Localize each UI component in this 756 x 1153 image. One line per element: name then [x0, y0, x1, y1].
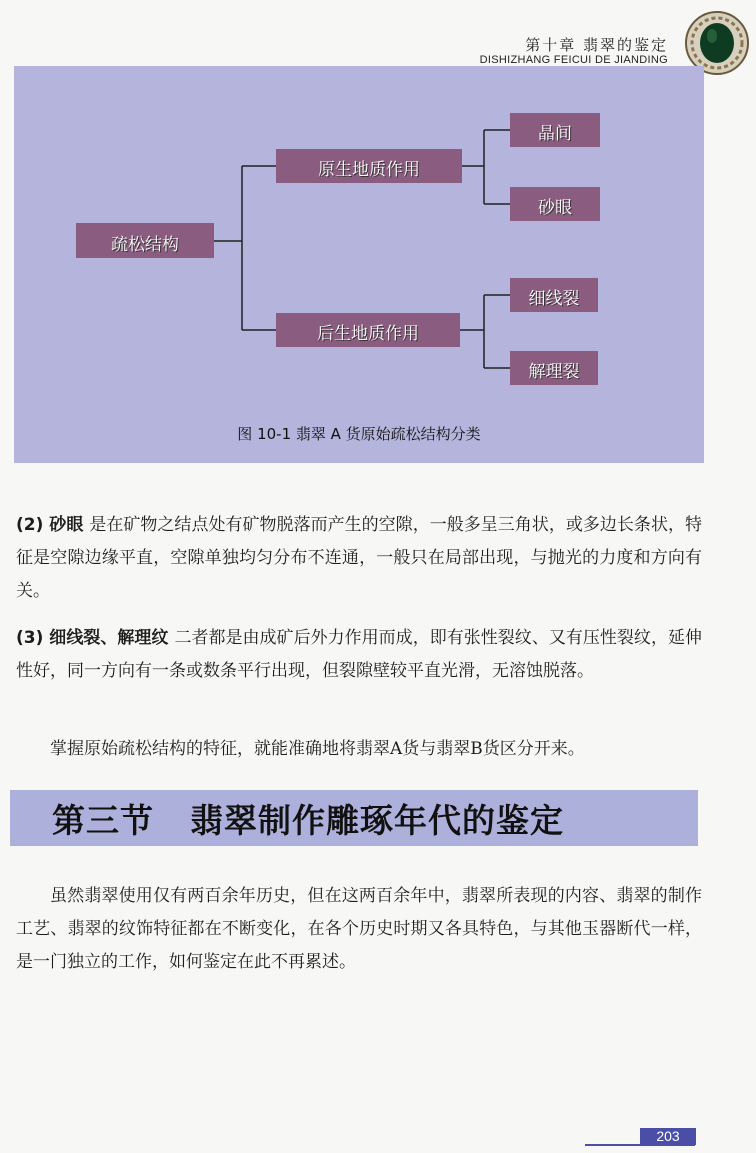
classification-tree [14, 66, 704, 463]
section-number: 第三节 [52, 801, 154, 840]
leaf-intergranular: 晶间 [538, 124, 572, 144]
figure-10-1 [14, 66, 704, 463]
branch-secondary-geology: 后生地质作用 [317, 324, 419, 344]
paragraph-cracks [16, 622, 702, 688]
chapter-header-cn: 第十章 翡翠的鉴定 [525, 36, 668, 54]
paragraph-sand-hole-lead: (2) 砂眼 [16, 515, 84, 535]
paragraph-dating-intro: 虽然翡翠使用仅有两百余年历史，但在这两百余年中，翡翠所表现的内容、翡翠的制作工艺、翡翠的纹饰特征都在不断变化，在各个历史时期又各具特色，与其他玉器断代一样，是一门独立的工作，如何鉴定在此不再累述。 [16, 886, 702, 972]
leaf-cleavage-crack: 解理裂 [528, 362, 580, 382]
paragraph-cracks-text: 二者都是由成矿后外力作用而成，即有张性裂纹、又有压性裂纹，延伸性好，同一方向有一条或数条平行出现，但裂隙壁较平直光滑，无溶蚀脱落。 [16, 628, 702, 681]
paragraph-summary: 掌握原始疏松结构的特征，就能准确地将翡翠A货与翡翠B货区分开来。 [50, 739, 585, 759]
branch-primary-geology: 原生地质作用 [318, 160, 420, 180]
root-node: 疏松结构 [111, 235, 179, 255]
section-title: 翡翠制作雕琢年代的鉴定 [190, 801, 564, 840]
chapter-header-en: DISHIZHANG FEICUI DE JIANDING [479, 54, 668, 66]
paragraph-sand-hole-text: 是在矿物之结点处有矿物脱落而产生的空隙，一般多呈三角状，或多边长条状，特征是空隙边缘平直，空隙单独均匀分布不连通，一般只在局部出现，与抛光的力度和方向有关。 [16, 515, 702, 601]
page-number: 203 [640, 1128, 696, 1145]
leaf-sand-hole: 砂眼 [538, 198, 572, 218]
leaf-fine-crack: 细线裂 [528, 289, 580, 309]
figure-caption: 图 10-1 翡翠 A 货原始疏松结构分类 [237, 425, 481, 443]
paragraph-sand-hole [16, 509, 702, 608]
paragraph-cracks-lead: (3) 细线裂、解理纹 [16, 628, 169, 648]
section-heading [52, 795, 564, 842]
